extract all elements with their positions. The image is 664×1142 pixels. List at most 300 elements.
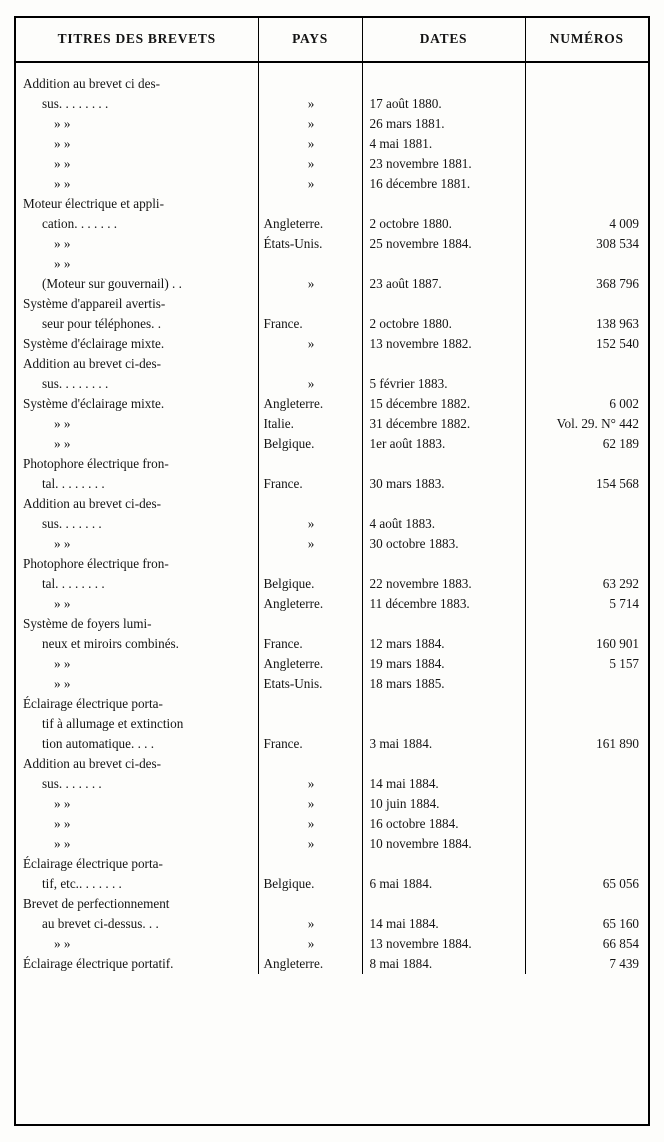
cell-pays xyxy=(258,494,362,514)
cell-pays xyxy=(258,154,362,174)
cell-numero xyxy=(525,594,648,614)
table-row xyxy=(16,874,648,894)
pays-text: » xyxy=(307,96,315,111)
cell-numero xyxy=(525,654,648,674)
table-row xyxy=(16,214,648,234)
cell-date xyxy=(362,874,525,894)
cell-date xyxy=(362,134,525,154)
titre-text: Éclairage électrique porta- xyxy=(23,856,163,871)
numero-text: 368 796 xyxy=(596,276,639,291)
cell-pays xyxy=(258,694,362,714)
titre-text: » » xyxy=(54,436,71,451)
table-row xyxy=(16,354,648,374)
titre-text: » » xyxy=(54,676,71,691)
pays-text: » xyxy=(307,176,315,191)
cell-titre xyxy=(16,94,258,114)
table-row xyxy=(16,674,648,694)
pays-text: Belgique. xyxy=(263,436,315,451)
cell-numero xyxy=(525,954,648,974)
table-row xyxy=(16,634,648,654)
table-row xyxy=(16,474,648,494)
titre-text: Addition au brevet ci des- xyxy=(23,76,160,91)
cell-titre xyxy=(16,374,258,394)
date-text: 13 novembre 1882. xyxy=(369,336,472,351)
cell-titre xyxy=(16,514,258,534)
date-text: 4 août 1883. xyxy=(369,516,436,531)
cell-date xyxy=(362,774,525,794)
table-row xyxy=(16,774,648,794)
titre-text: Éclairage électrique portatif. xyxy=(23,956,174,971)
date-text: 17 août 1880. xyxy=(369,96,442,111)
cell-titre xyxy=(16,694,258,714)
numero-text: 160 901 xyxy=(596,636,639,651)
cell-numero xyxy=(525,74,648,94)
pays-text: Angleterre. xyxy=(263,956,324,971)
cell-titre xyxy=(16,774,258,794)
numero-text: 65 160 xyxy=(602,916,639,931)
cell-numero xyxy=(525,254,648,274)
cell-numero xyxy=(525,294,648,314)
numero-text: 161 890 xyxy=(596,736,639,751)
table-row xyxy=(16,294,648,314)
cell-numero xyxy=(525,274,648,294)
cell-titre xyxy=(16,174,258,194)
table-row xyxy=(16,914,648,934)
table-row xyxy=(16,114,648,134)
spacer-cell xyxy=(258,62,362,74)
titre-text: tif, etc.. . . . . . . xyxy=(42,876,122,891)
cell-numero xyxy=(525,754,648,774)
cell-date xyxy=(362,674,525,694)
cell-pays xyxy=(258,554,362,574)
spacer-cell xyxy=(525,62,648,74)
numero-text: 152 540 xyxy=(596,336,639,351)
cell-pays xyxy=(258,314,362,334)
titre-text: » » xyxy=(54,156,71,171)
pays-text: Angleterre. xyxy=(263,216,324,231)
numero-text: 138 963 xyxy=(596,316,639,331)
cell-pays xyxy=(258,754,362,774)
pays-text: Angleterre. xyxy=(263,596,324,611)
cell-numero xyxy=(525,794,648,814)
cell-date xyxy=(362,434,525,454)
cell-date xyxy=(362,554,525,574)
cell-date xyxy=(362,714,525,734)
titre-text: neux et miroirs combinés. xyxy=(42,636,179,651)
table-row xyxy=(16,694,648,714)
cell-numero xyxy=(525,354,648,374)
numero-text: Vol. 29. N° 442 xyxy=(556,416,639,431)
cell-titre xyxy=(16,814,258,834)
table-row xyxy=(16,594,648,614)
cell-date xyxy=(362,374,525,394)
cell-pays xyxy=(258,294,362,314)
date-text: 31 décembre 1882. xyxy=(369,416,471,431)
table-row xyxy=(16,954,648,974)
date-text: 13 novembre 1884. xyxy=(369,936,472,951)
table-row xyxy=(16,314,648,334)
table-row xyxy=(16,414,648,434)
date-text: 23 novembre 1881. xyxy=(369,156,472,171)
cell-numero xyxy=(525,574,648,594)
cell-numero xyxy=(525,834,648,854)
cell-pays xyxy=(258,274,362,294)
pays-text: » xyxy=(307,936,315,951)
cell-titre xyxy=(16,194,258,214)
cell-pays xyxy=(258,654,362,674)
date-text: 14 mai 1884. xyxy=(369,916,439,931)
spacer-cell xyxy=(362,62,525,74)
cell-date xyxy=(362,934,525,954)
date-text: 4 mai 1881. xyxy=(369,136,433,151)
titre-text: seur pour téléphones. . xyxy=(42,316,162,331)
cell-pays xyxy=(258,534,362,554)
table-header xyxy=(16,18,648,62)
pays-text: France. xyxy=(263,636,303,651)
cell-numero xyxy=(525,734,648,754)
cell-pays xyxy=(258,134,362,154)
cell-numero xyxy=(525,154,648,174)
cell-titre xyxy=(16,254,258,274)
date-text: 12 mars 1884. xyxy=(369,636,445,651)
titre-text: Éclairage électrique porta- xyxy=(23,696,163,711)
titre-text: (Moteur sur gouvernail) . . xyxy=(42,276,182,291)
cell-pays xyxy=(258,394,362,414)
cell-date xyxy=(362,654,525,674)
cell-pays xyxy=(258,854,362,874)
cell-titre xyxy=(16,834,258,854)
header-row xyxy=(16,18,648,62)
cell-date xyxy=(362,834,525,854)
titre-text: cation. . . . . . . xyxy=(42,216,118,231)
date-text: 16 décembre 1881. xyxy=(369,176,471,191)
cell-date xyxy=(362,614,525,634)
table-row xyxy=(16,174,648,194)
cell-titre xyxy=(16,154,258,174)
cell-numero xyxy=(525,514,648,534)
pays-text: » xyxy=(307,836,315,851)
cell-date xyxy=(362,114,525,134)
cell-numero xyxy=(525,194,648,214)
pays-text: » xyxy=(307,136,315,151)
titre-text: » » xyxy=(54,936,71,951)
cell-pays xyxy=(258,594,362,614)
pays-text: » xyxy=(307,776,315,791)
numero-text: 66 854 xyxy=(602,936,639,951)
cell-date xyxy=(362,814,525,834)
table-row xyxy=(16,534,648,554)
cell-date xyxy=(362,894,525,914)
numero-text: 5 157 xyxy=(609,656,639,671)
table-row xyxy=(16,394,648,414)
cell-pays xyxy=(258,454,362,474)
cell-pays xyxy=(258,434,362,454)
cell-numero xyxy=(525,414,648,434)
cell-date xyxy=(362,354,525,374)
cell-titre xyxy=(16,294,258,314)
cell-titre xyxy=(16,674,258,694)
titre-text: Système de foyers lumi- xyxy=(23,616,152,631)
cell-titre xyxy=(16,634,258,654)
table-row xyxy=(16,134,648,154)
titre-text: sus. . . . . . . . xyxy=(42,96,109,111)
numero-text: 5 714 xyxy=(609,596,639,611)
table-row xyxy=(16,834,648,854)
cell-titre xyxy=(16,234,258,254)
table-row xyxy=(16,814,648,834)
cell-pays xyxy=(258,874,362,894)
spacer-cell xyxy=(16,62,258,74)
table-row xyxy=(16,734,648,754)
numero-text: 154 568 xyxy=(596,476,639,491)
patents-table-container xyxy=(14,16,650,1126)
cell-pays xyxy=(258,334,362,354)
cell-numero xyxy=(525,634,648,654)
date-text: 8 mai 1884. xyxy=(369,956,433,971)
cell-numero xyxy=(525,94,648,114)
date-text: 14 mai 1884. xyxy=(369,776,439,791)
cell-pays xyxy=(258,614,362,634)
cell-pays xyxy=(258,74,362,94)
table-row xyxy=(16,234,648,254)
cell-pays xyxy=(258,894,362,914)
cell-date xyxy=(362,474,525,494)
cell-pays xyxy=(258,234,362,254)
date-text: 25 novembre 1884. xyxy=(369,236,472,251)
cell-date xyxy=(362,234,525,254)
cell-titre xyxy=(16,734,258,754)
pays-text: Italie. xyxy=(263,416,294,431)
cell-pays xyxy=(258,634,362,654)
cell-pays xyxy=(258,714,362,734)
cell-pays xyxy=(258,774,362,794)
cell-titre xyxy=(16,894,258,914)
column-header-titres: TITRES DES BREVETS xyxy=(16,18,258,62)
cell-numero xyxy=(525,874,648,894)
cell-titre xyxy=(16,494,258,514)
table-row xyxy=(16,434,648,454)
titre-text: au brevet ci-dessus. . . xyxy=(42,916,159,931)
table-row xyxy=(16,334,648,354)
cell-titre xyxy=(16,534,258,554)
date-text: 22 novembre 1883. xyxy=(369,576,472,591)
titre-text: Addition au brevet ci-des- xyxy=(23,496,162,511)
date-text: 18 mars 1885. xyxy=(369,676,445,691)
titre-text: » » xyxy=(54,836,71,851)
numero-text: 7 439 xyxy=(609,956,639,971)
cell-titre xyxy=(16,394,258,414)
date-text: 30 octobre 1883. xyxy=(369,536,459,551)
cell-titre xyxy=(16,354,258,374)
cell-pays xyxy=(258,814,362,834)
cell-titre xyxy=(16,614,258,634)
titre-text: » » xyxy=(54,136,71,151)
titre-text: Addition au brevet ci-des- xyxy=(23,756,162,771)
cell-pays xyxy=(258,374,362,394)
cell-date xyxy=(362,454,525,474)
cell-pays xyxy=(258,934,362,954)
pays-text: Angleterre. xyxy=(263,396,324,411)
titre-text: Moteur électrique et appli- xyxy=(23,196,164,211)
date-text: 23 août 1887. xyxy=(369,276,442,291)
date-text: 16 octobre 1884. xyxy=(369,816,459,831)
titre-text: tif à allumage et extinction xyxy=(42,716,184,731)
cell-numero xyxy=(525,214,648,234)
table-row xyxy=(16,614,648,634)
table-row xyxy=(16,154,648,174)
pays-text: France. xyxy=(263,476,303,491)
cell-numero xyxy=(525,894,648,914)
numero-text: 65 056 xyxy=(602,876,639,891)
pays-text: » xyxy=(307,916,315,931)
cell-numero xyxy=(525,134,648,154)
patents-table xyxy=(16,18,648,974)
pays-text: États-Unis. xyxy=(263,236,323,251)
numero-text: 308 534 xyxy=(596,236,639,251)
titre-text: Addition au brevet ci-des- xyxy=(23,356,162,371)
cell-titre xyxy=(16,434,258,454)
cell-numero xyxy=(525,934,648,954)
date-text: 26 mars 1881. xyxy=(369,116,445,131)
titre-text: sus. . . . . . . . xyxy=(42,376,109,391)
cell-date xyxy=(362,314,525,334)
table-row xyxy=(16,654,648,674)
titre-text: » » xyxy=(54,416,71,431)
cell-numero xyxy=(525,694,648,714)
cell-numero xyxy=(525,114,648,134)
numero-text: 62 189 xyxy=(602,436,639,451)
table-row xyxy=(16,494,648,514)
pays-text: » xyxy=(307,376,315,391)
table-row xyxy=(16,894,648,914)
table-row xyxy=(16,254,648,274)
pays-text: » xyxy=(307,516,315,531)
date-text: 10 novembre 1884. xyxy=(369,836,472,851)
date-text: 2 octobre 1880. xyxy=(369,316,452,331)
pays-text: France. xyxy=(263,736,303,751)
cell-pays xyxy=(258,914,362,934)
cell-pays xyxy=(258,354,362,374)
cell-date xyxy=(362,594,525,614)
cell-date xyxy=(362,854,525,874)
titre-text: sus. . . . . . . xyxy=(42,776,102,791)
pays-text: » xyxy=(307,536,315,551)
pays-text: Etats-Unis. xyxy=(263,676,323,691)
cell-titre xyxy=(16,454,258,474)
cell-pays xyxy=(258,674,362,694)
cell-date xyxy=(362,514,525,534)
titre-text: Système d'éclairage mixte. xyxy=(23,396,165,411)
titre-text: » » xyxy=(54,816,71,831)
cell-date xyxy=(362,794,525,814)
titre-text: » » xyxy=(54,656,71,671)
cell-pays xyxy=(258,834,362,854)
cell-titre xyxy=(16,954,258,974)
cell-pays xyxy=(258,174,362,194)
table-row xyxy=(16,94,648,114)
cell-titre xyxy=(16,274,258,294)
cell-pays xyxy=(258,794,362,814)
cell-date xyxy=(362,734,525,754)
pays-text: » xyxy=(307,156,315,171)
cell-numero xyxy=(525,914,648,934)
titre-text: Système d'éclairage mixte. xyxy=(23,336,165,351)
numero-text: 63 292 xyxy=(602,576,639,591)
cell-titre xyxy=(16,594,258,614)
cell-date xyxy=(362,74,525,94)
titre-text: » » xyxy=(54,116,71,131)
cell-numero xyxy=(525,674,648,694)
table-row xyxy=(16,454,648,474)
titre-text: » » xyxy=(54,536,71,551)
pays-text: Belgique. xyxy=(263,876,315,891)
cell-titre xyxy=(16,334,258,354)
table-body xyxy=(16,62,648,974)
date-text: 5 février 1883. xyxy=(369,376,448,391)
cell-numero xyxy=(525,454,648,474)
titre-text: » » xyxy=(54,236,71,251)
titre-text: tal. . . . . . . . xyxy=(42,476,105,491)
cell-numero xyxy=(525,434,648,454)
cell-date xyxy=(362,694,525,714)
numero-text: 4 009 xyxy=(609,216,639,231)
cell-titre xyxy=(16,574,258,594)
cell-date xyxy=(362,254,525,274)
cell-numero xyxy=(525,614,648,634)
table-row xyxy=(16,74,648,94)
cell-date xyxy=(362,194,525,214)
titre-text: Photophore électrique fron- xyxy=(23,456,169,471)
cell-titre xyxy=(16,474,258,494)
cell-date xyxy=(362,154,525,174)
table-row xyxy=(16,574,648,594)
cell-titre xyxy=(16,554,258,574)
date-text: 3 mai 1884. xyxy=(369,736,433,751)
cell-numero xyxy=(525,494,648,514)
cell-date xyxy=(362,494,525,514)
titre-text: » » xyxy=(54,796,71,811)
cell-pays xyxy=(258,114,362,134)
cell-titre xyxy=(16,854,258,874)
pays-text: Belgique. xyxy=(263,576,315,591)
cell-numero xyxy=(525,474,648,494)
titre-text: » » xyxy=(54,256,71,271)
cell-pays xyxy=(258,254,362,274)
titre-text: Système d'appareil avertis- xyxy=(23,296,166,311)
titre-text: » » xyxy=(54,596,71,611)
titre-text: sus. . . . . . . xyxy=(42,516,102,531)
cell-titre xyxy=(16,114,258,134)
table-spacer-row xyxy=(16,62,648,74)
cell-pays xyxy=(258,214,362,234)
cell-numero xyxy=(525,374,648,394)
cell-titre xyxy=(16,874,258,894)
column-header-numeros: NUMÉROS xyxy=(525,18,648,62)
cell-pays xyxy=(258,514,362,534)
cell-titre xyxy=(16,414,258,434)
cell-date xyxy=(362,214,525,234)
cell-pays xyxy=(258,94,362,114)
table-row xyxy=(16,934,648,954)
table-row xyxy=(16,194,648,214)
cell-pays xyxy=(258,194,362,214)
cell-date xyxy=(362,274,525,294)
cell-numero xyxy=(525,394,648,414)
cell-titre xyxy=(16,214,258,234)
table-row xyxy=(16,754,648,774)
pays-text: Angleterre. xyxy=(263,656,324,671)
pays-text: » xyxy=(307,796,315,811)
